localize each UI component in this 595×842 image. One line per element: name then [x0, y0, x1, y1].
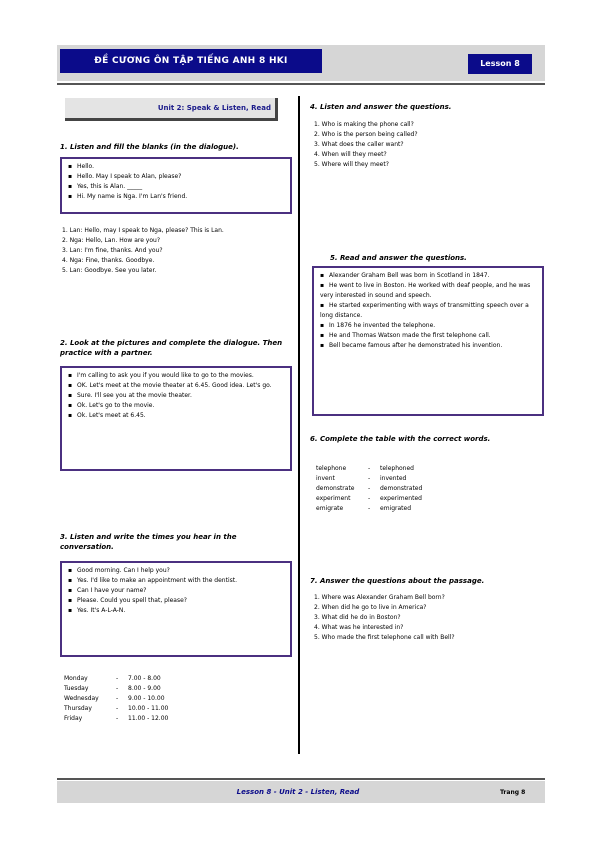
course-title: ĐỀ CƯƠNG ÔN TẬP TIẾNG ANH 8 HKI [60, 49, 322, 73]
section-6-table [316, 464, 542, 514]
list-item: 4. When will they meet? [314, 151, 387, 158]
box-line: ▪ Ok. Let's go to the movie. [68, 402, 155, 409]
header-rule [57, 83, 545, 85]
box-line: ▪ In 1876 he invented the telephone. [320, 322, 436, 329]
unit-label-box [65, 98, 278, 121]
section-4-title: 4. Listen and answer the questions. [310, 103, 452, 111]
section-5-title: 5. Read and answer the questions. [330, 254, 467, 262]
section-4-list [314, 120, 540, 170]
table-row: invent - invented [316, 475, 407, 482]
box-line: ▪ Yes, this is Alan. _____ [68, 183, 143, 190]
table-row: telephone - telephoned [316, 465, 414, 472]
section-3-box [60, 561, 292, 657]
footer-title: Lesson 8 - Unit 2 - Listen, Read [236, 788, 360, 796]
list-item: 4. Nga: Fine, thanks. Goodbye. [62, 257, 155, 264]
table-row: emigrate - emigrated [316, 505, 412, 512]
table-row: Friday - 11.00 - 12.00 [64, 715, 169, 722]
footer-rule [57, 778, 545, 780]
box-line: ▪ Can I have your name? [68, 587, 147, 594]
box-line: ▪ OK. Let's meet at the movie theater at 6.45. Good idea. Let's go. [68, 382, 272, 389]
section-6-title: 6. Complete the table with the correct words. [310, 435, 491, 443]
section-7-title: 7. Answer the questions about the passage. [310, 577, 485, 585]
section-2-box [60, 366, 292, 471]
table-row: Wednesday - 9.00 - 10.00 [64, 695, 165, 702]
list-item: 5. Lan: Goodbye. See you later. [62, 267, 157, 274]
table-row: Thursday - 10.00 - 11.00 [64, 705, 169, 712]
box-line: ▪ He and Thomas Watson made the first telephone call. [320, 332, 491, 339]
list-item: 2. Who is the person being called? [314, 131, 418, 138]
list-item: 2. Nga: Hello, Lan. How are you? [62, 237, 161, 244]
page-number: Trang 8 [500, 789, 526, 796]
box-line: ▪ Bell became famous after he demonstrated his invention. [320, 342, 503, 349]
unit-label: Unit 2: Speak & Listen, Read [157, 104, 271, 112]
box-line: ▪ Hello. May I speak to Alan, please? [68, 173, 182, 180]
list-item: 4. What was he interested in? [314, 624, 404, 631]
table-row: experiment - experimented [316, 495, 422, 502]
list-item: 3. Lan: I'm fine, thanks. And you? [62, 247, 163, 254]
list-item: 1. Lan: Hello, may I speak to Nga, please? This is Lan. [62, 227, 224, 234]
table-row: Monday - 7.00 - 8.00 [64, 675, 161, 682]
section-1-title: 1. Listen and fill the blanks (in the dialogue). [60, 143, 239, 151]
section-5-box [312, 266, 544, 416]
box-line: ▪ Good morning. Can I help you? [68, 567, 170, 574]
box-line: ▪ He went to live in Boston. He worked with deaf people, and he was very interested in sound and speech. [320, 282, 531, 299]
list-item: 3. What does the caller want? [314, 141, 404, 148]
list-item: 3. What did he do in Boston? [314, 614, 401, 621]
box-line: ▪ Yes. It's A-L-A-N. [68, 607, 126, 614]
list-item: 1. Where was Alexander Graham Bell born? [314, 594, 445, 601]
box-line: ▪ Hello. [68, 163, 95, 170]
column-divider [298, 96, 300, 754]
section-3-table [64, 674, 290, 724]
table-row: demonstrate - demonstrated [316, 485, 423, 492]
box-line: ▪ I'm calling to ask you if you would like to go to the movies. [68, 372, 254, 379]
box-line: ▪ Sure. I'll see you at the movie theater. [68, 392, 192, 399]
section-3-title: 3. Listen and write the times you hear in the conversation. [60, 533, 237, 551]
table-row: Tuesday - 8.00 - 9.00 [64, 685, 161, 692]
section-7-list [314, 593, 540, 643]
list-item: 1. Who is making the phone call? [314, 121, 414, 128]
list-item: 2. When did he go to live in America? [314, 604, 427, 611]
section-1-box [60, 157, 292, 214]
section-2-title: 2. Look at the pictures and complete the dialogue. Then practice with a partner. [60, 339, 283, 357]
box-line: ▪ Hi. My name is Nga. I'm Lan's friend. [68, 193, 188, 200]
box-line: ▪ Alexander Graham Bell was born in Scotland in 1847. [320, 272, 490, 279]
box-line: ▪ Please. Could you spell that, please? [68, 597, 187, 604]
box-line: ▪ He started experimenting with ways of transmitting speech over a long distance. [320, 302, 529, 319]
section-1-list [62, 226, 292, 276]
lesson-badge: Lesson 8 [468, 54, 532, 74]
box-line: ▪ Ok. Let's meet at 6.45. [68, 412, 146, 419]
list-item: 5. Who made the first telephone call with Bell? [314, 634, 455, 641]
box-line: ▪ Yes. I'd like to make an appointment with the dentist. [68, 577, 238, 584]
list-item: 5. Where will they meet? [314, 161, 389, 168]
